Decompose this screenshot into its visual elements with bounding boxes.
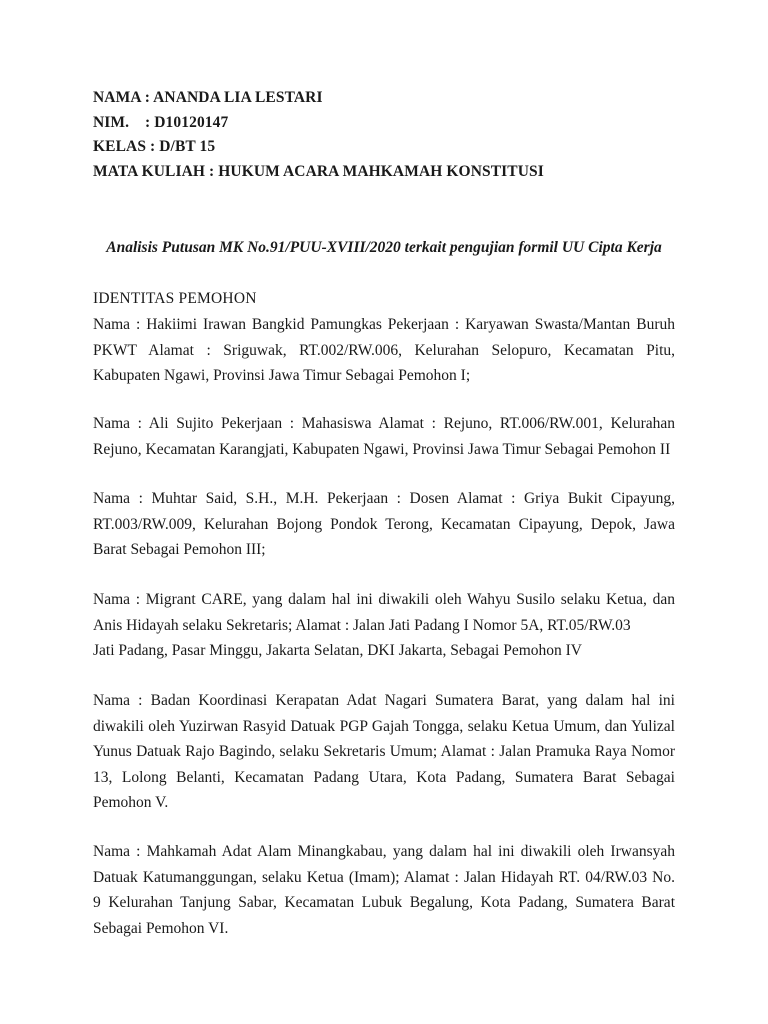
paragraph-line: Nama : Muhtar Said, S.H., M.H. Pekerjaan : Dosen Alamat : Griya Bukit Cipayung, [93,490,675,507]
paragraph-line: Nama : Badan Koordinasi Kerapatan Adat Nagari Sumatera Barat, yang dalam hal ini [93,692,675,709]
document-title: Analisis Putusan MK No.91/PUU-XVIII/2020 terkait pengujian formil UU Cipta Kerja [106,239,662,256]
student-name: NAMA : ANANDA LIA LESTARI [93,89,323,106]
paragraph-line: Nama : Hakiimi Irawan Bangkid Pamungkas Pekerjaan : Karyawan Swasta/Mantan Buruh [93,316,675,333]
petitioner-paragraph-6 [93,839,675,941]
course-name: MATA KULIAH : HUKUM ACARA MAHKAMAH KONSTITUSI [93,162,544,180]
paragraph-line: Pemohon V. [93,794,169,811]
document-page [93,86,675,937]
paragraph-line: Jati Padang, Pasar Minggu, Jakarta Selatan, DKI Jakarta, Sebagai Pemohon IV [93,642,582,659]
identity-section [93,286,675,312]
paragraph-line: Barat Sebagai Pemohon III; [93,541,266,558]
petitioner-paragraph-2 [93,411,675,462]
paragraph-line: Datuak Katumanggungan, selaku Ketua (Imam); Alamat : Jalan Hidayah RT. 04/RW.03 No. [93,868,675,886]
paragraph-line: Rejuno, Kecamatan Karangjati, Kabupaten Ngawi, Provinsi Jawa Timur Sebagai Pemohon II [93,440,671,458]
paragraph-line: Yunus Datuak Rajo Bagindo, selaku Sekretaris Umum; Alamat : Jalan Pramuka Raya Nomor [93,743,675,760]
paragraph-line: Nama : Mahkamah Adat Alam Minangkabau, yang dalam hal ini diwakili oleh Irwansyah [93,843,675,860]
petitioner-paragraph-1 [93,312,675,389]
paragraph-line: Anis Hidayah selaku Sekretaris; Alamat : Jalan Jati Padang I Nomor 5A, RT.05/RW.03 [93,616,631,634]
student-nim: NIM. : D10120147 [93,113,229,131]
petitioner-paragraph-5 [93,688,675,816]
section-heading: IDENTITAS PEMOHON [93,290,257,307]
paragraph-line: Nama : Migrant CARE, yang dalam hal ini diwakili oleh Wahyu Susilo selaku Ketua, dan [93,591,675,608]
paragraph-line: 9 Kelurahan Tanjung Sabar, Kecamatan Lubuk Begalung, Kota Padang, Sumatera Barat [93,894,675,911]
petitioner-paragraph-3 [93,486,675,563]
paragraph-line: Nama : Ali Sujito Pekerjaan : Mahasiswa Alamat : Rejuno, RT.006/RW.001, Kelurahan [93,415,675,432]
paragraph-line: 13, Lolong Belanti, Kecamatan Padang Utara, Kota Padang, Sumatera Barat Sebagai [93,768,675,786]
student-class: KELAS : D/BT 15 [93,138,216,155]
paragraph-line: RT.003/RW.009, Kelurahan Bojong Pondok Terong, Kecamatan Cipayung, Depok, Jawa [93,515,675,533]
paragraph-line: Sebagai Pemohon VI. [93,919,229,937]
petitioner-paragraph-4 [93,587,675,664]
paragraph-line: Kabupaten Ngawi, Provinsi Jawa Timur Sebagai Pemohon I; [93,367,471,384]
paragraph-line: PKWT Alamat : Sriguwak, RT.002/RW.006, Kelurahan Selopuro, Kecamatan Pitu, [93,341,675,359]
paragraph-line: diwakili oleh Yuzirwan Rasyid Datuak PGP Gajah Tongga, selaku Ketua Umum, dan Yulizal [93,717,675,735]
